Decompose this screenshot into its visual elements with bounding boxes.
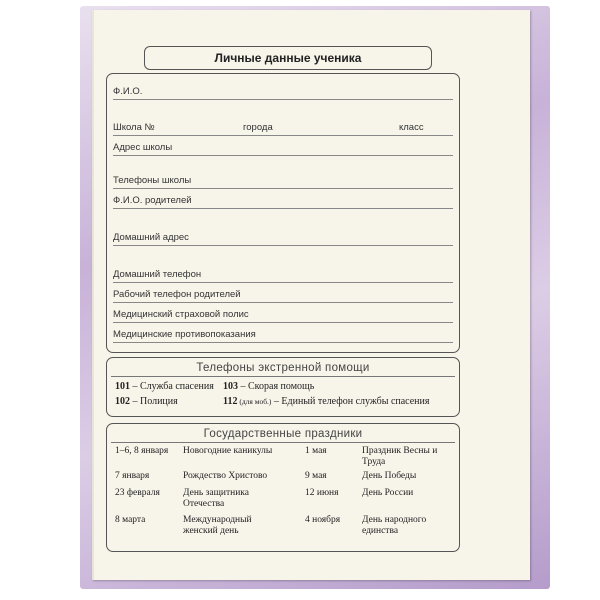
field-home-phone[interactable] (113, 263, 453, 283)
field-label: класс (399, 122, 424, 133)
field-parents-fio[interactable] (113, 189, 453, 209)
holiday-name: День защитника Отечества (183, 488, 249, 509)
notebook-page (92, 10, 530, 580)
emergency-number: 103 (223, 381, 238, 392)
field-school[interactable] (113, 116, 453, 136)
holidays-box (106, 423, 460, 552)
emergency-text: – Служба спасения (130, 381, 214, 392)
field-label: Школа № (113, 122, 155, 133)
field-fio[interactable] (113, 80, 453, 100)
holiday-name: Рождество Христово (183, 471, 268, 481)
field-label: Ф.И.О. (113, 86, 143, 97)
holidays-title: Государственные праздники (111, 428, 455, 443)
emergency-item (115, 381, 214, 392)
field-school-phones[interactable] (113, 169, 453, 189)
emergency-title: Телефоны экстренной помощи (111, 362, 455, 377)
emergency-item (115, 396, 178, 407)
field-home-address[interactable] (113, 226, 453, 246)
field-school-address[interactable] (113, 136, 453, 156)
field-contraindications[interactable] (113, 323, 453, 343)
emergency-text: – Скорая помощь (238, 381, 315, 392)
holiday-date: 12 июня (305, 488, 339, 498)
field-label: Домашний телефон (113, 269, 202, 280)
field-parents-work-phone[interactable] (113, 283, 453, 303)
holiday-date: 1–6, 8 января (115, 446, 169, 456)
field-label: Рабочий телефон родителей (113, 289, 241, 300)
page-title: Личные данные ученика (144, 46, 432, 70)
field-label: Медицинские противопоказания (113, 329, 256, 340)
holiday-date: 7 января (115, 471, 150, 481)
field-insurance[interactable] (113, 303, 453, 323)
emergency-phones-box (106, 357, 460, 417)
holiday-date: 8 марта (115, 515, 146, 525)
personal-data-box (106, 73, 460, 353)
field-label: Адрес школы (113, 142, 173, 153)
emergency-item (223, 381, 314, 392)
holiday-date: 9 мая (305, 471, 327, 481)
emergency-text: – Полиция (130, 396, 178, 407)
emergency-text: – Единый телефон службы спасения (271, 396, 430, 407)
holiday-name: Новогодние каникулы (183, 446, 273, 456)
field-label: Медицинский страховой полис (113, 309, 249, 320)
holiday-date: 4 ноября (305, 515, 341, 525)
emergency-note: (для моб.) (237, 397, 272, 406)
holiday-name: День народного единства (362, 515, 427, 536)
holiday-name: День Победы (362, 471, 417, 481)
field-label: Домашний адрес (113, 232, 189, 243)
emergency-number: 112 (223, 396, 238, 407)
holiday-name: День России (362, 488, 414, 498)
emergency-number: 101 (115, 381, 130, 392)
holiday-name: Международный женский день (183, 515, 252, 536)
field-label: города (243, 122, 273, 133)
field-label: Ф.И.О. родителей (113, 195, 192, 206)
emergency-item (223, 396, 429, 407)
holiday-date: 23 февраля (115, 488, 160, 498)
emergency-number: 102 (115, 396, 130, 407)
holiday-name: Праздник Весны и Труда (362, 446, 438, 467)
holiday-date: 1 мая (305, 446, 327, 456)
field-label: Телефоны школы (113, 175, 192, 186)
